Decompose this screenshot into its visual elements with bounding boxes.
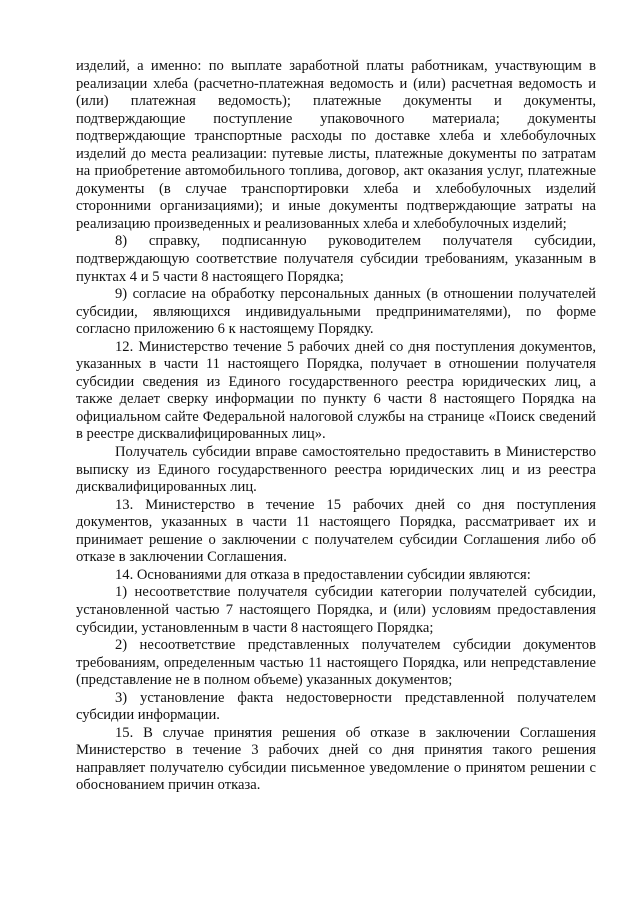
- document-page: [76, 58, 596, 795]
- paragraph-section-13: 13. Министерство в течение 15 рабочих дней со дня поступления документов, указанных в части 11 настоящего Порядка, рассматривает их и принимает решение о заключении с получателем субсидии Соглашения либо об отказе в заключении Соглашения.: [76, 496, 596, 566]
- paragraph-item-9: 9) согласие на обработку персональных данных (в отношении получателей субсидии, являющихся индивидуальными предпринимателями), по форме согласно приложению 6 к настоящему Порядку.: [76, 286, 596, 338]
- paragraph-section-14-item-3: 3) установление факта недостоверности представленной получателем субсидии информации.: [76, 689, 596, 724]
- paragraph-section-14: 14. Основаниями для отказа в предоставлении субсидии являются:: [115, 566, 531, 583]
- paragraph-documents-list-continued: изделий, а именно: по выплате заработной платы работникам, участвующим в реализации хлеба (расчетно-платежная ведомость и (или) расчетная ведомость и (или) платежная ведомость); платежные документы и документы, подтверждающие поступление упаковочного материала; документы подтверждающие транспортные расходы по доставке хлеба и хлебобулочных изделий до места реализации: путевые листы, платежные документы по затратам на приобретение автомобильного топлива, договор, акт оказания услуг, платежные документы (в случае транспортировки хлеба и хлебобулочных изделий сторонними организациями); и иные документы подтверждающие затраты на реализацию произведенных и реализованных хлеба и хлебобулочных изделий;: [76, 58, 596, 232]
- paragraph-section-14-item-1: 1) несоответствие получателя субсидии категории получателей субсидии, установленной частью 7 настоящего Порядка, и (или) условиям предоставления субсидии, установленным в части 8 настоящего Порядка;: [76, 584, 596, 636]
- paragraph-section-12-recipient: Получатель субсидии вправе самостоятельно предоставить в Министерство выписку из Единого государственного реестра юридических лиц и из реестра дисквалифицированных лиц.: [76, 444, 596, 496]
- paragraph-section-15: 15. В случае принятия решения об отказе в заключении Соглашения Министерство в течение 3 рабочих дней со дня принятия такого решения направляет получателю субсидии письменное уведомление о принятом решении с обоснованием причин отказа.: [76, 724, 596, 794]
- paragraph-item-8: 8) справку, подписанную руководителем получателя субсидии, подтверждающую соответствие получателя субсидии требованиям, указанным в пунктах 4 и 5 части 8 настоящего Порядка;: [76, 233, 596, 285]
- paragraph-section-12: 12. Министерство течение 5 рабочих дней со дня поступления документов, указанных в части 11 настоящего Порядка, получает в отношении получателя субсидии сведения из Единого государственного реестра юридических лиц, а также делает сверку информации по пункту 6 части 8 настоящего Порядка на официальном сайте Федеральной налоговой службы на странице «Поиск сведений в реестре дисквалифицированных лиц».: [76, 338, 596, 443]
- paragraph-section-14-item-2: 2) несоответствие представленных получателем субсидии документов требованиям, определенным частью 11 настоящего Порядка, или непредставление (представление не в полном объеме) указанных документов;: [76, 637, 596, 689]
